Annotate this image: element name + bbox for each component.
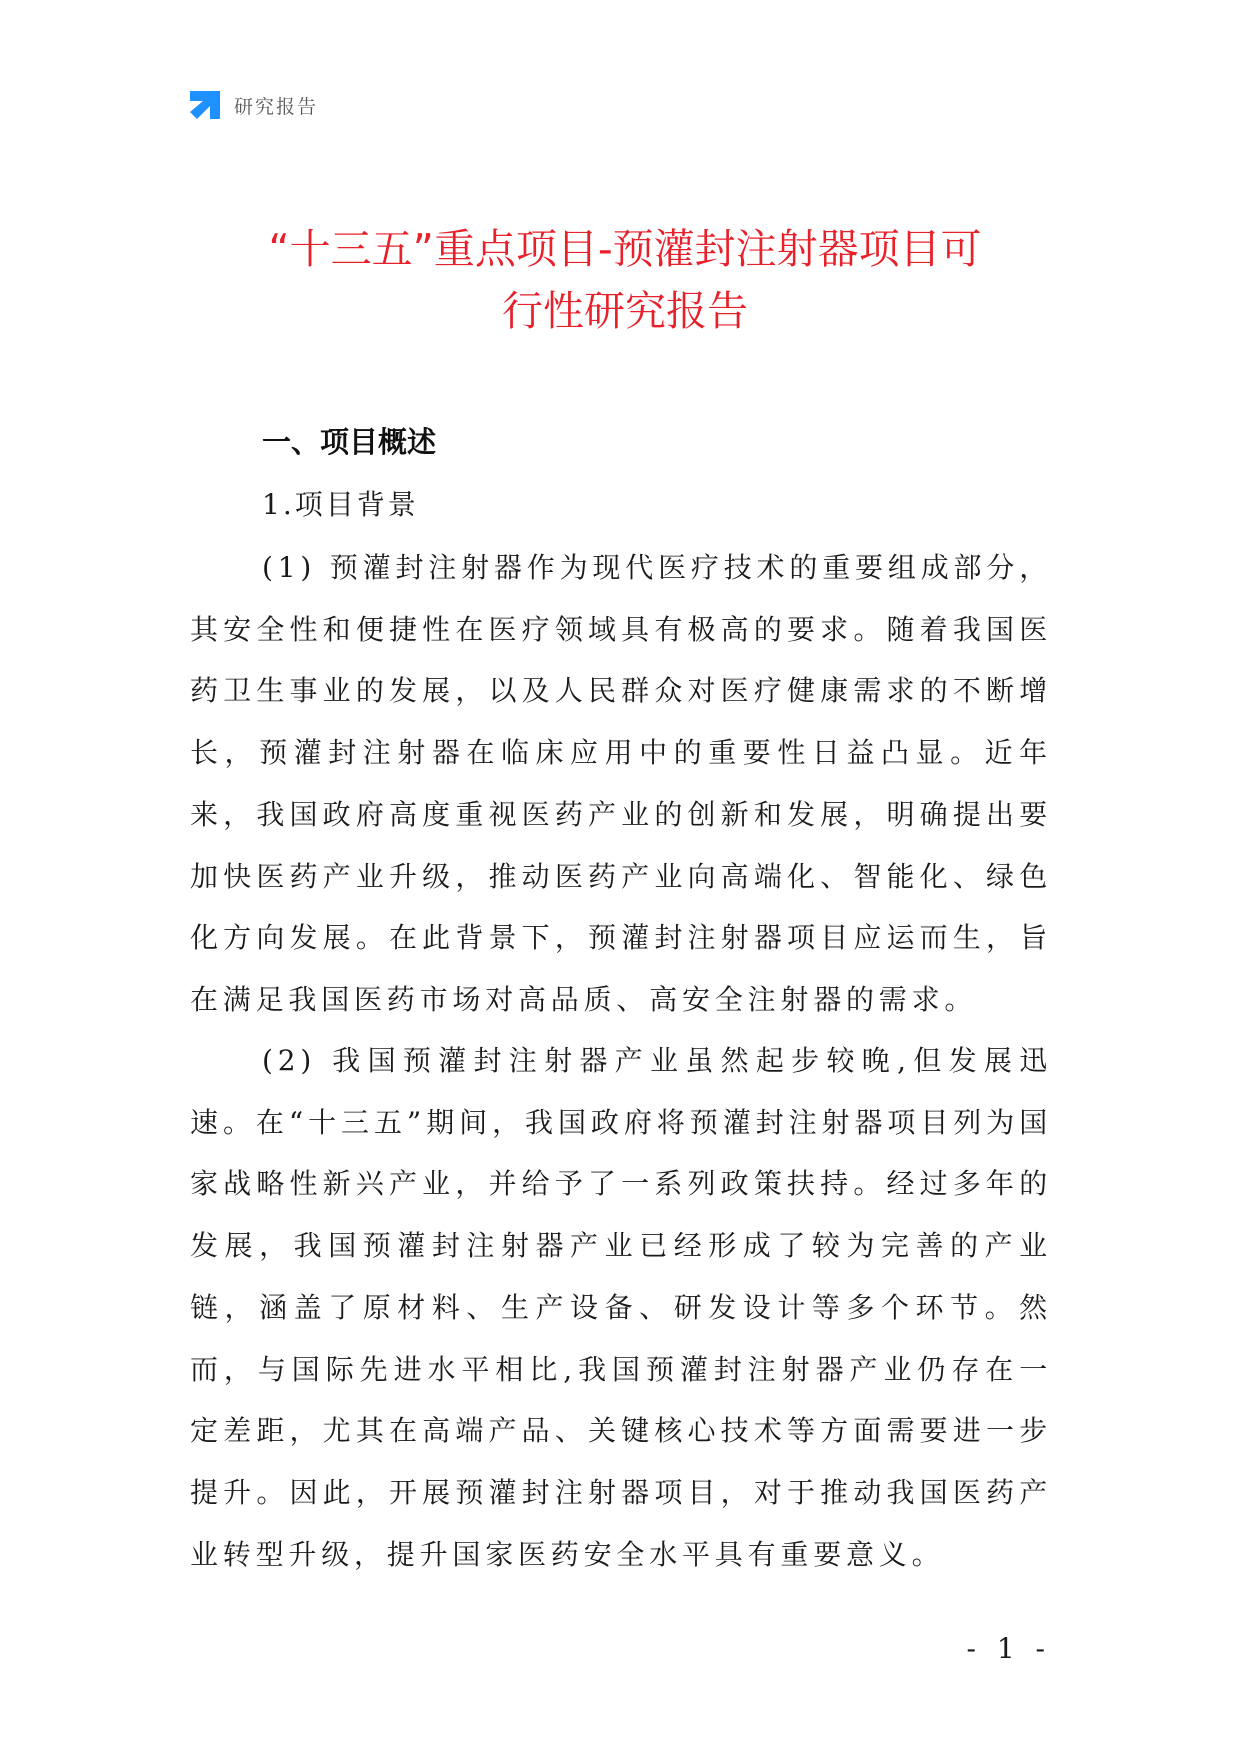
- arrow-logo-icon: [190, 89, 222, 121]
- document-title: [190, 218, 1060, 342]
- paragraph-1: (1) 预灌封注射器作为现代医疗技术的重要组成部分，其安全性和便捷性在医疗领域具有极高的要求。随着我国医药卫生事业的发展，以及人民群众对医疗健康需求的不断增长，预灌封注射器在临床应用中的重要性日益凸显。近年来，我国政府高度重视医药产业的创新和发展，明确提出要加快医药产业升级，推动医药产业向高端化、智能化、绿色化方向发展。在此背景下，预灌封注射器项目应运而生，旨在满足我国医药市场对高品质、高安全注射器的需求。: [190, 551, 1052, 1016]
- title-line-1: “十三五”重点项目-预灌封注射器项目可: [268, 225, 982, 273]
- document-header: [190, 88, 318, 122]
- page-number: - 1 -: [966, 1632, 1051, 1665]
- title-line-2: 行性研究报告: [502, 287, 748, 335]
- section-heading: 一、项目概述: [262, 425, 437, 459]
- paragraph-2: (2) 我国预灌封注射器产业虽然起步较晚,但发展迅速。在“十三五”期间，我国政府将预灌封注射器项目列为国家战略性新兴产业，并给予了一系列政策扶持。经过多年的发展，我国预灌封注射器产业已经形成了较为完善的产业链，涵盖了原材料、生产设备、研发设计等多个环节。然而，与国际先进水平相比,我国预灌封注射器产业仍存在一定差距，尤其在高端产品、关键核心技术等方面需要进一步提升。因此，开展预灌封注射器项目，对于推动我国医药产业转型升级，提升国家医药安全水平具有重要意义。: [190, 1044, 1052, 1571]
- header-label: 研究报告: [234, 95, 319, 118]
- subsection-heading: 1.项目背景: [262, 488, 419, 521]
